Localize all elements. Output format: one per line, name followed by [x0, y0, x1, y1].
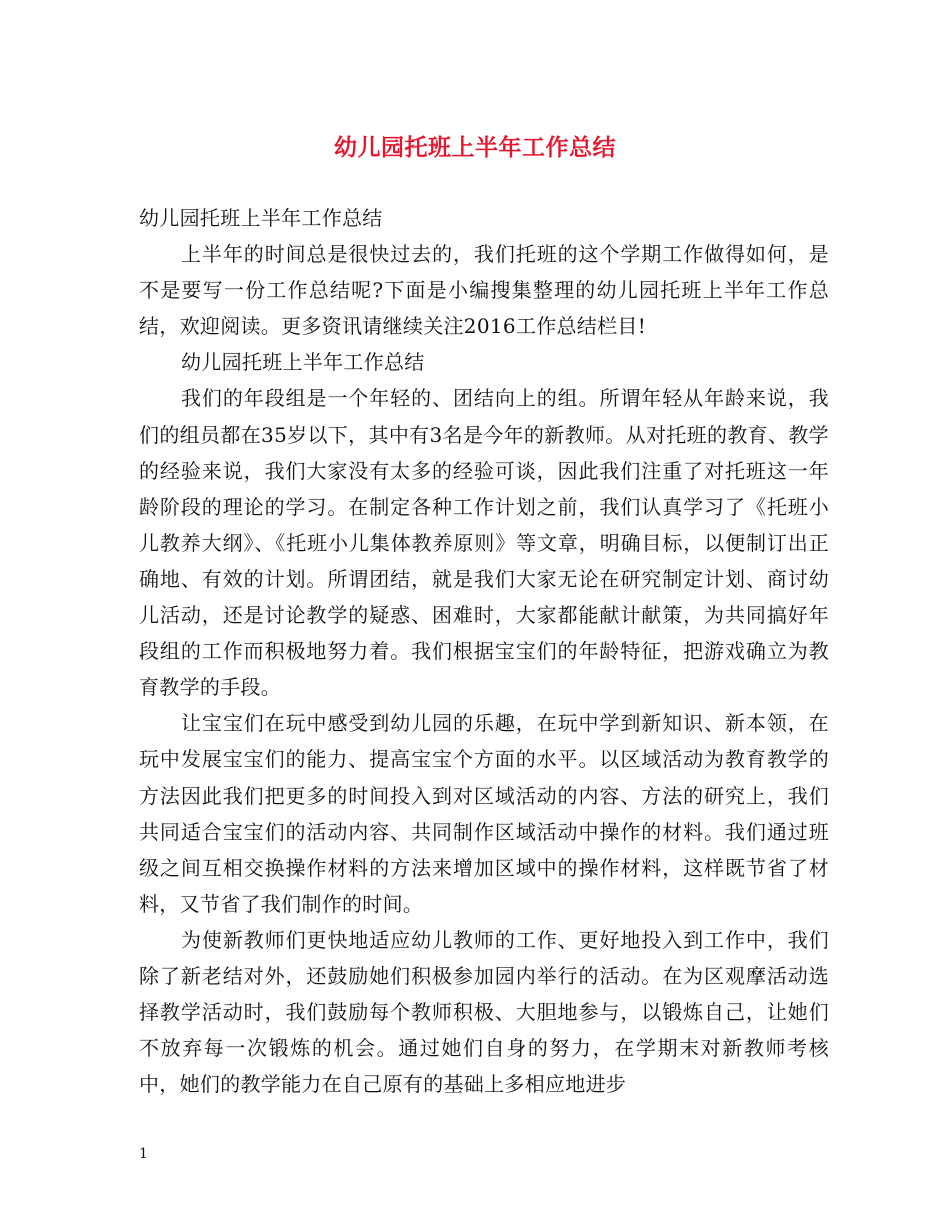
body-paragraph: 我们的年段组是一个年轻的、团结向上的组。所谓年轻从年龄来说，我们的组员都在35岁以下，其中有3名是今年的新教师。从对托班的教育、教学的经验来说，我们大家没有太多的经验可谈，因此我们注重了对托班这一年龄阶段的理论的学习。在制定各种工作计划之前，我们认真学习了《托班小儿教养大纲》、《托班小儿集体教养原则》等文章，明确目标，以便制订出正确地、有效的计划。所谓团结，就是我们大家无论在研究制定计划、商讨幼儿活动，还是讨论教学的疑惑、困难时，大家都能献计献策，为共同搞好年段组的工作而积极地努力着。我们根据宝宝们的年龄特征，把游戏确立为教育教学的手段。	[139, 386, 829, 700]
page-number: 1	[139, 1146, 148, 1162]
document-title: 幼儿园托班上半年工作总结	[334, 134, 616, 161]
document-body	[139, 200, 829, 1102]
section-heading: 幼儿园托班上半年工作总结	[181, 350, 425, 375]
intro-paragraph: 上半年的时间总是很快过去的，我们托班的这个学期工作做得如何，是不是要写一份工作总结呢?下面是小编搜集整理的幼儿园托班上半年工作总结，欢迎阅读。更多资讯请继续关注2016工作总结栏目!	[139, 242, 829, 339]
body-paragraph: 为使新教师们更快地适应幼儿教师的工作、更好地投入到工作中，我们除了新老结对外，还鼓励她们积极参加园内举行的活动。在为区观摩活动选择教学活动时，我们鼓励每个教师积极、大胆地参与，以锻炼自己，让她们不放弃每一次锻炼的机会。通过她们自身的努力，在学期末对新教师考核中，她们的教学能力在自己原有的基础上多相应地进步	[139, 927, 829, 1097]
body-paragraph: 让宝宝们在玩中感受到幼儿园的乐趣，在玩中学到新知识、新本领，在玩中发展宝宝们的能力、提高宝宝个方面的水平。以区域活动为教育教学的方法因此我们把更多的时间投入到对区域活动的内容、方法的研究上，我们共同适合宝宝们的活动内容、共同制作区域活动中操作的材料。我们通过班级之间互相交换操作材料的方法来增加区域中的操作材料，这样既节省了材料，又节省了我们制作的时间。	[139, 711, 829, 916]
subtitle-paragraph: 幼儿园托班上半年工作总结	[139, 206, 383, 230]
